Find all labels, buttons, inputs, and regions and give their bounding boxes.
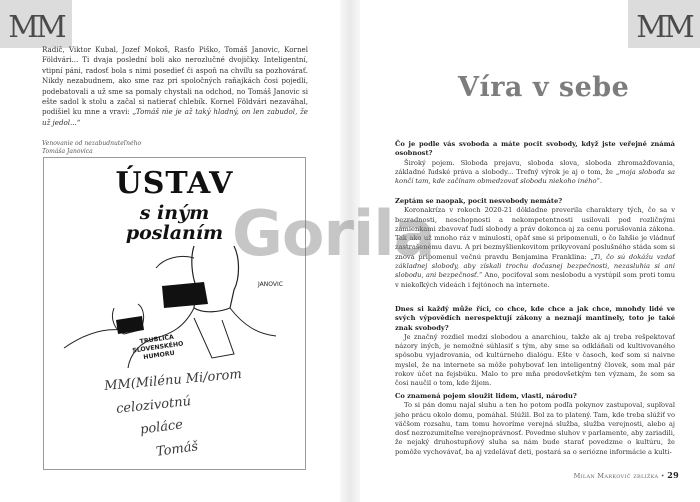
left-body-plain: Radič, Viktor Kubal, Jozef Mokoš, Rasťo Piško, Tomáš Janovic, Kornel Földvári... Ti dvaja poslední boli ako nerozlučné dvojičky. Inteligentní, vtipní páni, radosť bola s nimi posedieť či aspoň na chvíľu sa pozhovárať. Nikdy nezabudnem, ako sme raz pri spoločných raňajkách čosi pojedli, podebatovali a už sme sa pomaly chystali na odchod, no Tomáš Janovic si ešte sadol k stolu a začal si natierať chlebík. Kornel Földvári nezaváhal, podišiel ku mne a vravi: xyxy=(42,45,308,117)
qa-section-speech xyxy=(395,305,675,389)
answer-text: Koronakríza v rokoch 2020-21 dôkladne preverila charaktery tých, čo sa v bezradnosti, neschopnosti a nekompetentnosti usilovali pod rozličnými zámienkami zbavovať ľudí slobody a práv dokonca aj za cenu porušovania zákona. Tak ako už mnoho ráz v minulosti, opäť sme si pripomenuli, o čo ľahšie je vládnuť zastrašenému davu. A pri bezmyšlienkovitom prikyvovaní poslušného stáda som si znova pripomenul večnú pravdu Benjamina Franklina: xyxy=(395,206,675,261)
answer xyxy=(395,159,675,187)
qa-section-freedom xyxy=(395,140,675,186)
cartoon-title-line-3: poslaním xyxy=(125,222,224,244)
question: Zeptám se naopak, pocit nesvobody nemáte? xyxy=(395,197,563,205)
footer-book-title: Milan Markovič zbližka xyxy=(573,472,659,480)
answer-quote: „moja sloboda sa končí tam, kde začínam obmedzovať slobodu niekoho iného“ xyxy=(395,167,675,186)
footer-separator: • xyxy=(658,472,668,480)
cartoon-signature: JANOVIC xyxy=(258,281,283,288)
mm-logo-right: MM xyxy=(628,0,700,48)
handwritten-dedication-line-4: Tomáš xyxy=(155,439,200,460)
cartoon-title-main: ÚSTAV xyxy=(115,166,234,201)
mm-logo-left: MM xyxy=(0,0,72,48)
cartoon-title-line-2: s iným xyxy=(139,202,210,224)
image-caption-line-1: Venovanie od nezabudnuteľného xyxy=(42,140,142,147)
answer: Je značný rozdiel medzi slobodou a anarchiou, takže ak aj treba rešpektovať názory iných, je nemožné súhlasiť s tým, aby sme sa odkláňali od kultivovaného spôsobu vyjadrovania, od kultúrneho dialógu. Ešte v časoch, keď som si naivne myslel, že na internete sa môže pohybovať len inteligentný človek, som mal pár rokov účet na fejsbúku. Malo to pre mňa predovšetkým ten význam, že som sa čosi naučil o tom, kde žijem. xyxy=(395,332,675,388)
left-body-quote: „Tomáš nie je až taký hladný, on len zabudol, že už jedol...“ xyxy=(42,107,308,127)
watermark-logo: Gorila xyxy=(232,197,435,270)
page-number: 29 xyxy=(667,470,679,480)
image-caption-line-2: Tomáša Janovica xyxy=(42,148,93,155)
answer xyxy=(395,206,675,290)
answer-tail: Ano, pociťoval som neslobodu a vystúpil som proti tomu v niekoľkých videách i fejtónoch na internete. xyxy=(395,271,676,289)
answer-tail: . xyxy=(599,177,603,186)
question: Co znamená pojem sloužit lidem, vlasti, národu? xyxy=(395,392,577,400)
answer: To si pán domu najal sluhu a ten ho potom podľa pokynov zastupoval, supľoval jeho prácu okolo domu, pomáhal. Slúžil. Bol za to platený. Tam, kde treba slúžiť vo väčšom rozsahu, tam tomu hovoríme verejná služba, služba verejnosti, alebo aj dosť nezrozumiteľne verejnoprávnosť. Povedme sluhov v parlamente, aby zariadili, že nejaký druhostupňový sluha sa nám bude starať povedzme o kultúru, že pomôže vychovávať, ba aj vzdelávať deti, postará sa o seriózne informácie a kulti- xyxy=(395,401,675,456)
chapter-title: Víra v sebe xyxy=(458,72,630,103)
left-body-text xyxy=(42,45,308,128)
qa-section-unfreedom xyxy=(395,197,675,290)
answer-text: Široký pojem. Sloboda prejavu, sloboda slova, sloboda zhromažďovania, základné ľudské práva a slobody... Trefný výrok je aj o tom, že xyxy=(395,158,675,176)
handwritten-dedication-line-2: celozivotnú xyxy=(115,394,192,417)
page-footer xyxy=(574,470,679,480)
handwritten-dedication-line-3: poláce xyxy=(139,417,184,438)
question: Dnes si každý může říci, co chce, kde chce a jak chce, mnohdy lidé ve svých výpovědích nerespektují zákony a neznají mantinely, toto je také znak svobody? xyxy=(395,305,675,332)
blindfold-shape-2 xyxy=(116,316,144,334)
cartoon-stamp: TRUBLICA SLOVENSKÉHO HUMORU xyxy=(131,333,184,362)
handwritten-dedication-line-1: MM(Milénu Mi/orom xyxy=(103,367,243,394)
blindfold-shape-1 xyxy=(162,282,208,308)
question: Čo je podle vás svoboda a máte pocit svobody, když jste veřejně známá osobnost? xyxy=(395,140,675,158)
answer-quote: „Ti, čo sú dokážu vzdať základnej slobody, aby získali trochu dočasnej bezpečnosti, nezasluhia si ani slobodu, ani bezpečnosť.“ xyxy=(395,252,675,280)
qa-section-service xyxy=(395,392,675,457)
